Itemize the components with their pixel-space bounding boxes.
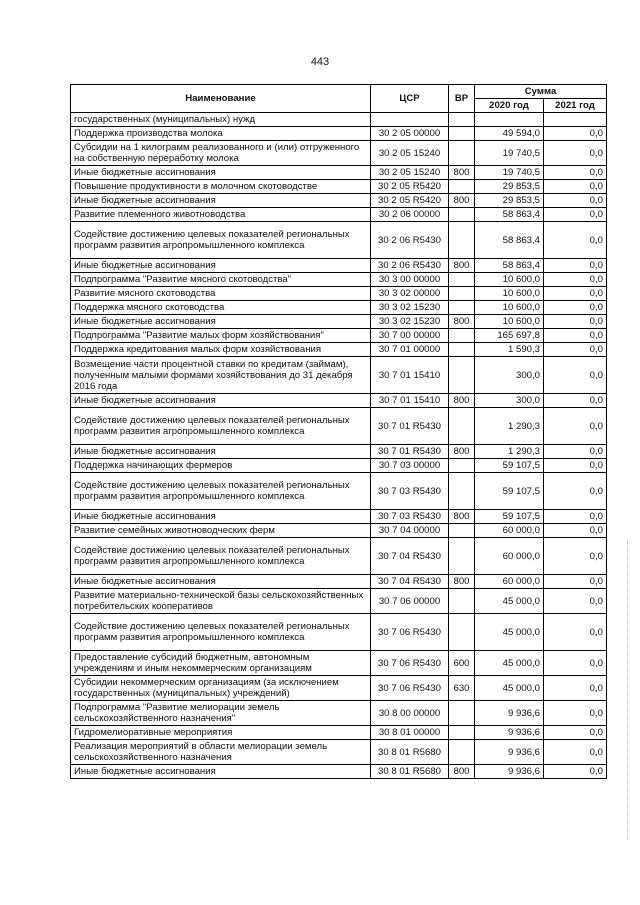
row-vr — [449, 141, 475, 166]
row-vr — [449, 701, 475, 726]
row-name: Содействие достижению целевых показателей региональных программ развития агропромышленного комплекса — [71, 538, 371, 575]
row-sum-2021: 0,0 — [544, 726, 607, 740]
table-row — [71, 676, 607, 701]
row-vr: 800 — [449, 510, 475, 524]
row-sum-2021: 0,0 — [544, 614, 607, 651]
row-csr: 30 2 06 R5430 — [371, 259, 449, 273]
row-csr: 30 8 01 R5680 — [371, 765, 449, 779]
row-csr: 30 8 01 00000 — [371, 726, 449, 740]
row-sum-2021: 0,0 — [544, 676, 607, 701]
row-sum-2020: 165 697,8 — [475, 329, 544, 343]
row-vr: 800 — [449, 575, 475, 589]
row-csr: 30 7 03 00000 — [371, 459, 449, 473]
row-sum-2020: 10 600,0 — [475, 287, 544, 301]
row-sum-2020: 300,0 — [475, 394, 544, 408]
margin-mark — [627, 540, 634, 840]
row-sum-2021: 0,0 — [544, 180, 607, 194]
header-year-2020: 2020 год — [475, 99, 544, 113]
row-name: Развитие мясного скотоводства — [71, 287, 371, 301]
table-row — [71, 524, 607, 538]
row-vr: 800 — [449, 765, 475, 779]
row-vr — [449, 301, 475, 315]
row-sum-2020: 58 863,4 — [475, 208, 544, 222]
row-sum-2020: 9 936,6 — [475, 740, 544, 765]
row-vr — [449, 408, 475, 445]
row-sum-2021: 0,0 — [544, 259, 607, 273]
table-row — [71, 315, 607, 329]
row-sum-2020: 59 107,5 — [475, 459, 544, 473]
row-name: Иные бюджетные ассигнования — [71, 166, 371, 180]
row-sum-2021: 0,0 — [544, 575, 607, 589]
row-vr — [449, 357, 475, 394]
table-row — [71, 273, 607, 287]
row-sum-2021: 0,0 — [544, 473, 607, 510]
row-sum-2021: 0,0 — [544, 141, 607, 166]
table-row — [71, 445, 607, 459]
table-row — [71, 614, 607, 651]
table-row — [71, 765, 607, 779]
row-name: государственных (муниципальных) нужд — [71, 113, 371, 127]
row-sum-2020: 29 853,5 — [475, 180, 544, 194]
row-csr: 30 2 06 00000 — [371, 208, 449, 222]
row-sum-2020: 300,0 — [475, 357, 544, 394]
row-vr — [449, 273, 475, 287]
table-row — [71, 538, 607, 575]
table-body — [71, 113, 607, 779]
row-sum-2021: 0,0 — [544, 408, 607, 445]
row-sum-2020: 9 936,6 — [475, 726, 544, 740]
row-csr: 30 2 05 15240 — [371, 141, 449, 166]
row-name: Содействие достижению целевых показателей региональных программ развития агропромышленного комплекса — [71, 222, 371, 259]
row-sum-2020: 59 107,5 — [475, 473, 544, 510]
row-csr: 30 2 05 R5420 — [371, 194, 449, 208]
row-vr: 800 — [449, 315, 475, 329]
table-row — [71, 329, 607, 343]
row-sum-2020: 60 000,0 — [475, 575, 544, 589]
row-name: Подпрограмма "Развитие малых форм хозяйствования" — [71, 329, 371, 343]
table-row — [71, 510, 607, 524]
row-vr: 600 — [449, 651, 475, 676]
row-name: Субсидии на 1 килограмм реализованного и (или) отгруженного на собственную переработку молока — [71, 141, 371, 166]
row-name: Возмещение части процентной ставки по кредитам (займам), полученным малыми формами хозяйствования до 31 декабря 2016 года — [71, 357, 371, 394]
row-csr: 30 3 02 15230 — [371, 315, 449, 329]
row-name: Поддержка кредитования малых форм хозяйствования — [71, 343, 371, 357]
row-sum-2020: 29 853,5 — [475, 194, 544, 208]
row-vr — [449, 459, 475, 473]
row-name: Содействие достижению целевых показателей региональных программ развития агропромышленного комплекса — [71, 473, 371, 510]
row-csr: 30 7 03 R5430 — [371, 473, 449, 510]
row-csr: 30 7 01 15410 — [371, 357, 449, 394]
row-name: Развитие материально-технической базы сельскохозяйственных потребительских кооперативов — [71, 589, 371, 614]
table-row — [71, 651, 607, 676]
row-vr — [449, 208, 475, 222]
row-sum-2020: 45 000,0 — [475, 676, 544, 701]
row-csr: 30 2 05 00000 — [371, 127, 449, 141]
row-vr: 800 — [449, 394, 475, 408]
row-csr: 30 7 00 00000 — [371, 329, 449, 343]
header-year-2021: 2021 год — [544, 99, 607, 113]
row-sum-2021: 0,0 — [544, 510, 607, 524]
row-vr — [449, 538, 475, 575]
row-vr: 800 — [449, 194, 475, 208]
table-row — [71, 166, 607, 180]
table-row — [71, 701, 607, 726]
row-name: Подпрограмма "Развитие мелиорации земель сельскохозяйственного назначения" — [71, 701, 371, 726]
row-csr: 30 3 02 00000 — [371, 287, 449, 301]
page-number: 443 — [310, 56, 330, 68]
row-vr — [449, 740, 475, 765]
row-name: Реализация мероприятий в области мелиорации земель сельскохозяйственного назначения — [71, 740, 371, 765]
row-sum-2021: 0,0 — [544, 194, 607, 208]
table-row — [71, 343, 607, 357]
table-row — [71, 287, 607, 301]
row-sum-2020: 10 600,0 — [475, 273, 544, 287]
table-row — [71, 394, 607, 408]
row-sum-2021: 0,0 — [544, 394, 607, 408]
row-csr: 30 7 03 R5430 — [371, 510, 449, 524]
table-row — [71, 180, 607, 194]
row-sum-2020: 59 107,5 — [475, 510, 544, 524]
row-sum-2021: 0,0 — [544, 343, 607, 357]
row-csr: 30 7 06 R5430 — [371, 651, 449, 676]
row-vr: 800 — [449, 445, 475, 459]
row-sum-2021: 0,0 — [544, 357, 607, 394]
row-name: Иные бюджетные ассигнования — [71, 259, 371, 273]
row-sum-2021: 0,0 — [544, 459, 607, 473]
row-sum-2020: 9 936,6 — [475, 701, 544, 726]
row-csr: 30 7 04 00000 — [371, 524, 449, 538]
row-vr — [449, 113, 475, 127]
row-csr: 30 8 00 00000 — [371, 701, 449, 726]
row-sum-2021: 0,0 — [544, 127, 607, 141]
row-sum-2021: 0,0 — [544, 538, 607, 575]
row-csr: 30 2 05 15240 — [371, 166, 449, 180]
row-sum-2020: 45 000,0 — [475, 589, 544, 614]
row-sum-2020: 45 000,0 — [475, 651, 544, 676]
row-csr: 30 2 06 R5430 — [371, 222, 449, 259]
row-name: Поддержка производства молока — [71, 127, 371, 141]
table-row — [71, 408, 607, 445]
row-sum-2021: 0,0 — [544, 329, 607, 343]
row-vr — [449, 726, 475, 740]
row-name: Иные бюджетные ассигнования — [71, 575, 371, 589]
row-sum-2020: 9 936,6 — [475, 765, 544, 779]
row-sum-2021: 0,0 — [544, 589, 607, 614]
row-sum-2021: 0,0 — [544, 740, 607, 765]
row-sum-2021: 0,0 — [544, 166, 607, 180]
row-csr: 30 7 06 R5430 — [371, 676, 449, 701]
row-sum-2021: 0,0 — [544, 524, 607, 538]
row-vr: 630 — [449, 676, 475, 701]
row-vr — [449, 473, 475, 510]
row-vr: 800 — [449, 259, 475, 273]
row-vr — [449, 589, 475, 614]
row-name: Субсидии некоммерческим организациям (за исключением государственных (муниципальных) учреждений) — [71, 676, 371, 701]
table-row — [71, 194, 607, 208]
row-sum-2021 — [544, 113, 607, 127]
row-csr: 30 7 04 R5430 — [371, 538, 449, 575]
row-sum-2020: 1 590,3 — [475, 343, 544, 357]
row-name: Иные бюджетные ассигнования — [71, 445, 371, 459]
row-csr: 30 8 01 R5680 — [371, 740, 449, 765]
row-csr: 30 2 05 R5420 — [371, 180, 449, 194]
table-row — [71, 113, 607, 127]
row-vr — [449, 180, 475, 194]
row-name: Гидромелиоративные мероприятия — [71, 726, 371, 740]
row-csr: 30 3 00 00000 — [371, 273, 449, 287]
table-row — [71, 589, 607, 614]
row-sum-2020: 45 000,0 — [475, 614, 544, 651]
row-vr — [449, 524, 475, 538]
row-sum-2021: 0,0 — [544, 765, 607, 779]
row-vr — [449, 287, 475, 301]
table-row — [71, 740, 607, 765]
row-sum-2020: 60 000,0 — [475, 538, 544, 575]
row-name: Иные бюджетные ассигнования — [71, 194, 371, 208]
table-row — [71, 357, 607, 394]
table-row — [71, 127, 607, 141]
row-sum-2021: 0,0 — [544, 301, 607, 315]
row-sum-2021: 0,0 — [544, 701, 607, 726]
table-row — [71, 575, 607, 589]
table-row — [71, 208, 607, 222]
row-sum-2020 — [475, 113, 544, 127]
header-name: Наименование — [71, 85, 371, 113]
table-row — [71, 141, 607, 166]
row-name: Иные бюджетные ассигнования — [71, 394, 371, 408]
row-csr: 30 7 06 R5430 — [371, 614, 449, 651]
row-vr — [449, 127, 475, 141]
row-sum-2021: 0,0 — [544, 222, 607, 259]
header-csr: ЦСР — [371, 85, 449, 113]
row-vr — [449, 222, 475, 259]
row-sum-2020: 60 000,0 — [475, 524, 544, 538]
row-sum-2020: 1 290,3 — [475, 408, 544, 445]
table-row — [71, 222, 607, 259]
row-sum-2020: 1 290,3 — [475, 445, 544, 459]
row-name: Иные бюджетные ассигнования — [71, 510, 371, 524]
row-csr: 30 7 01 R5430 — [371, 445, 449, 459]
row-sum-2021: 0,0 — [544, 315, 607, 329]
row-sum-2020: 58 863,4 — [475, 222, 544, 259]
row-name: Поддержка мясного скотоводства — [71, 301, 371, 315]
row-name: Иные бюджетные ассигнования — [71, 315, 371, 329]
row-name: Развитие семейных животноводческих ферм — [71, 524, 371, 538]
row-sum-2021: 0,0 — [544, 273, 607, 287]
row-name: Иные бюджетные ассигнования — [71, 765, 371, 779]
row-csr: 30 7 01 15410 — [371, 394, 449, 408]
row-name: Повышение продуктивности в молочном скотоводстве — [71, 180, 371, 194]
table-row — [71, 259, 607, 273]
row-csr: 30 7 04 R5430 — [371, 575, 449, 589]
row-vr — [449, 614, 475, 651]
header-vr: ВР — [449, 85, 475, 113]
row-name: Содействие достижению целевых показателей региональных программ развития агропромышленного комплекса — [71, 408, 371, 445]
row-name: Содействие достижению целевых показателей региональных программ развития агропромышленного комплекса — [71, 614, 371, 651]
table-row — [71, 459, 607, 473]
row-sum-2020: 19 740,5 — [475, 141, 544, 166]
table-row — [71, 726, 607, 740]
row-csr — [371, 113, 449, 127]
row-sum-2020: 49 594,0 — [475, 127, 544, 141]
row-sum-2021: 0,0 — [544, 651, 607, 676]
row-sum-2021: 0,0 — [544, 287, 607, 301]
row-csr: 30 7 01 R5430 — [371, 408, 449, 445]
row-vr — [449, 329, 475, 343]
row-name: Развитие племенного животноводства — [71, 208, 371, 222]
row-sum-2020: 10 600,0 — [475, 315, 544, 329]
row-sum-2020: 19 740,5 — [475, 166, 544, 180]
row-vr — [449, 343, 475, 357]
header-sum: Сумма — [475, 85, 607, 99]
row-vr: 800 — [449, 166, 475, 180]
row-sum-2021: 0,0 — [544, 208, 607, 222]
row-name: Поддержка начинающих фермеров — [71, 459, 371, 473]
row-name: Подпрограмма "Развитие мясного скотоводства" — [71, 273, 371, 287]
row-sum-2020: 58 863,4 — [475, 259, 544, 273]
table-row — [71, 473, 607, 510]
table-row — [71, 301, 607, 315]
row-name: Предоставление субсидий бюджетным, автономным учреждениям и иным некоммерческим организациям — [71, 651, 371, 676]
row-sum-2021: 0,0 — [544, 445, 607, 459]
row-csr: 30 7 06 00000 — [371, 589, 449, 614]
budget-table — [70, 84, 607, 779]
row-csr: 30 7 01 00000 — [371, 343, 449, 357]
row-sum-2020: 10 600,0 — [475, 301, 544, 315]
row-csr: 30 3 02 15230 — [371, 301, 449, 315]
